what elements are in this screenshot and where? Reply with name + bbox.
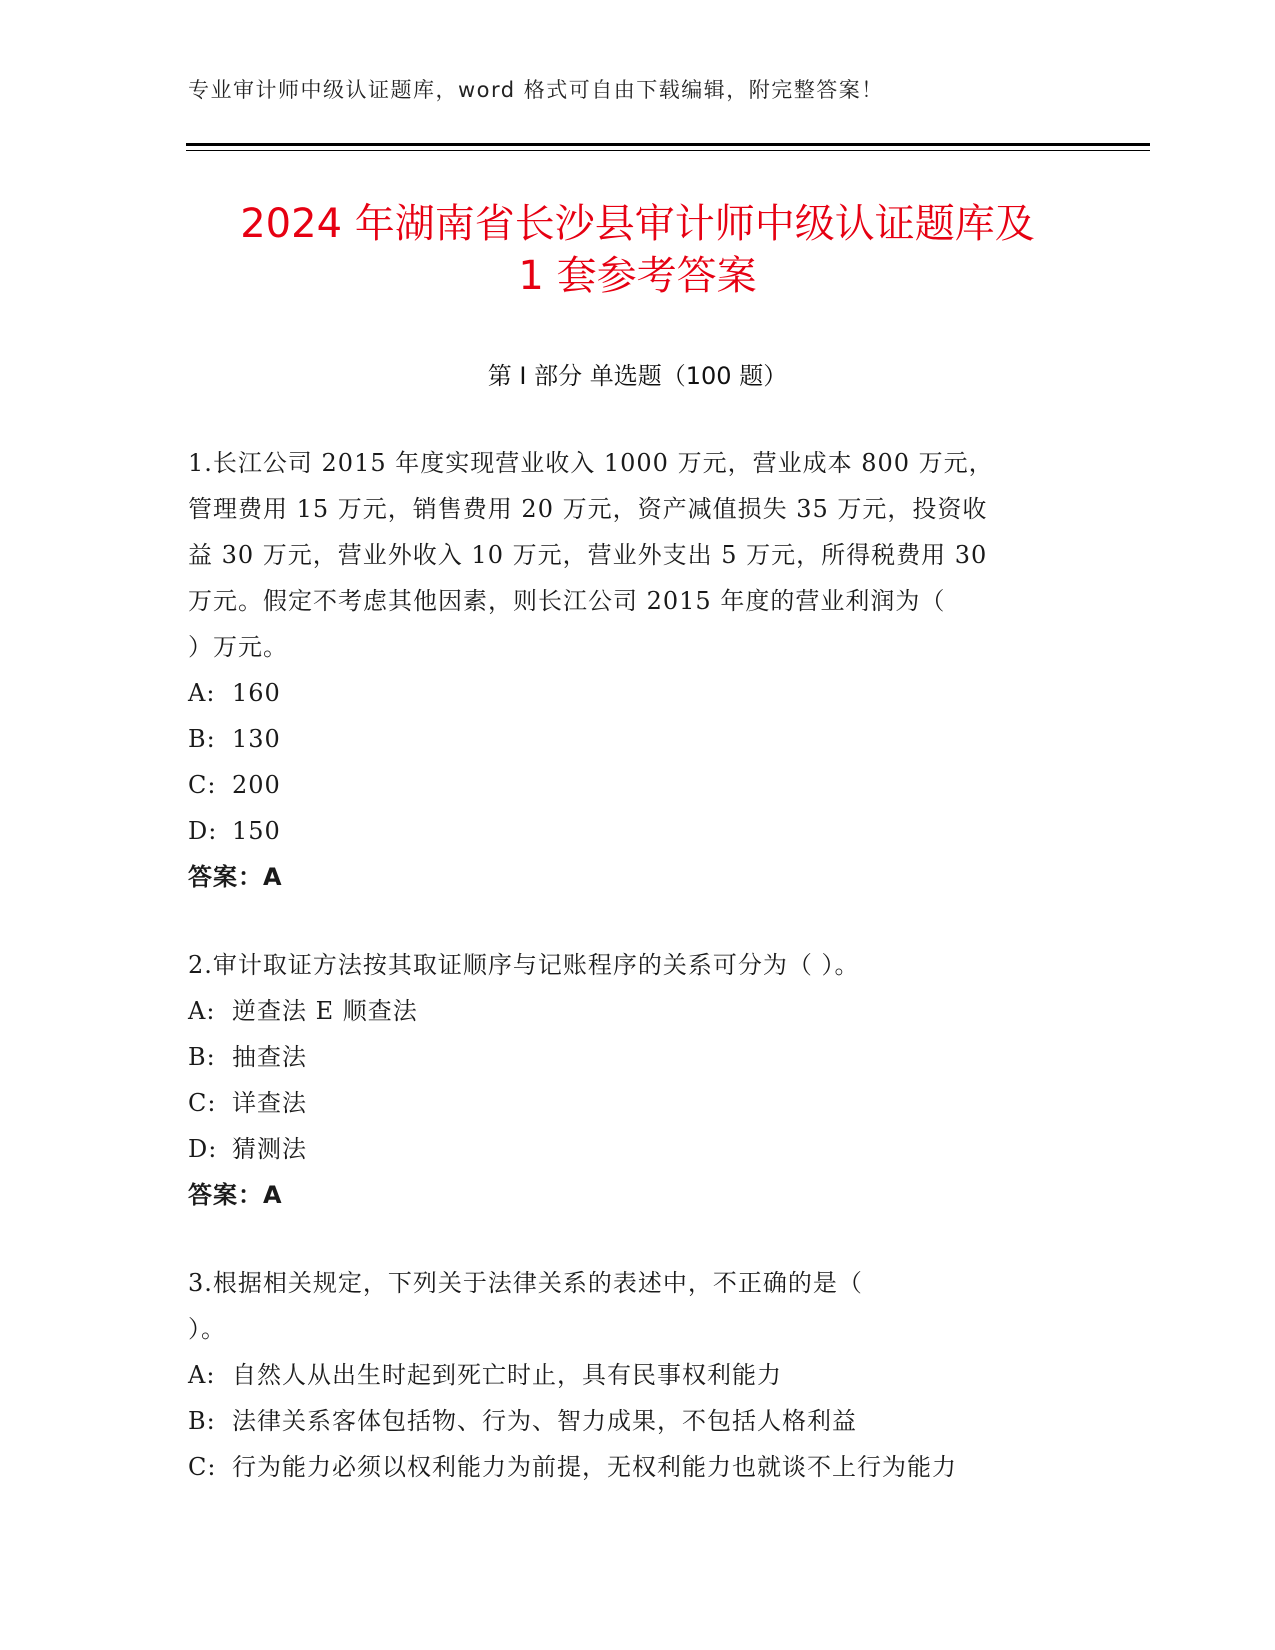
option-d (188, 808, 1088, 854)
question-text-line: ）。 (188, 1315, 226, 1343)
option-b (188, 1034, 1088, 1080)
option-c (188, 1444, 1088, 1490)
option-key: B: (188, 1407, 216, 1435)
option-key: D: (188, 1135, 218, 1163)
question-list (188, 440, 1088, 1490)
option-b (188, 1398, 1088, 1444)
option-text: 200 (232, 771, 281, 799)
option-b (188, 716, 1088, 762)
option-a (188, 1352, 1088, 1398)
question-2 (188, 942, 1088, 1218)
option-key: C: (188, 1089, 217, 1117)
question-spacer (188, 1218, 1088, 1260)
option-text: 自然人从出生时起到死亡时止，具有民事权利能力 (232, 1361, 782, 1389)
option-a (188, 988, 1088, 1034)
option-text: 详查法 (232, 1089, 307, 1117)
section-title: 第 I 部分 单选题（100 题） (487, 362, 788, 390)
header-rule-thick (186, 143, 1150, 146)
question-text-line: 万元。假定不考虑其他因素，则长江公司 2015 年度的营业利润为（ (188, 587, 946, 615)
option-text: 逆查法 E 顺查法 (232, 997, 418, 1025)
option-text: 抽查法 (232, 1043, 307, 1071)
option-c (188, 762, 1088, 808)
title-line-2: 1 套参考答案 (518, 253, 757, 299)
option-key: B: (188, 725, 216, 753)
question-text-line: 1.长江公司 2015 年度实现营业收入 1000 万元，营业成本 800 万元， (188, 449, 994, 477)
title-line-1: 2024 年湖南省长沙县审计师中级认证题库及 (240, 201, 1035, 247)
question-3 (188, 1260, 1088, 1490)
option-text: 猜测法 (232, 1135, 307, 1163)
option-text: 160 (232, 679, 281, 707)
option-text: 150 (232, 817, 281, 845)
header-note: 专业审计师中级认证题库，word 格式可自由下载编辑，附完整答案！ (188, 78, 884, 102)
option-key: A: (188, 1361, 216, 1389)
option-key: A: (188, 997, 216, 1025)
option-key: C: (188, 771, 217, 799)
document-title (160, 198, 1115, 302)
option-a (188, 670, 1088, 716)
option-key: D: (188, 817, 218, 845)
question-text-line: 益 30 万元，营业外收入 10 万元，营业外支出 5 万元，所得税费用 30 (188, 541, 988, 569)
option-c (188, 1080, 1088, 1126)
question-spacer (188, 900, 1088, 942)
question-text-line: 管理费用 15 万元，销售费用 20 万元，资产减值损失 35 万元，投资收 (188, 495, 988, 523)
answer-label: 答案：A (188, 1181, 283, 1209)
option-text: 130 (232, 725, 281, 753)
option-key: A: (188, 679, 216, 707)
header-rule-thin (186, 150, 1150, 151)
answer-label: 答案：A (188, 863, 283, 891)
option-d (188, 1126, 1088, 1172)
option-key: C: (188, 1453, 217, 1481)
question-text-line: ）万元。 (188, 633, 288, 661)
question-1 (188, 440, 1088, 900)
option-key: B: (188, 1043, 216, 1071)
question-text-line: 3.根据相关规定，下列关于法律关系的表述中，不正确的是（ (188, 1269, 863, 1297)
option-text: 行为能力必须以权利能力为前提，无权利能力也就谈不上行为能力 (232, 1453, 957, 1481)
option-text: 法律关系客体包括物、行为、智力成果，不包括人格利益 (232, 1407, 857, 1435)
question-text-line: 2.审计取证方法按其取证顺序与记账程序的关系可分为（ ）。 (188, 951, 860, 979)
